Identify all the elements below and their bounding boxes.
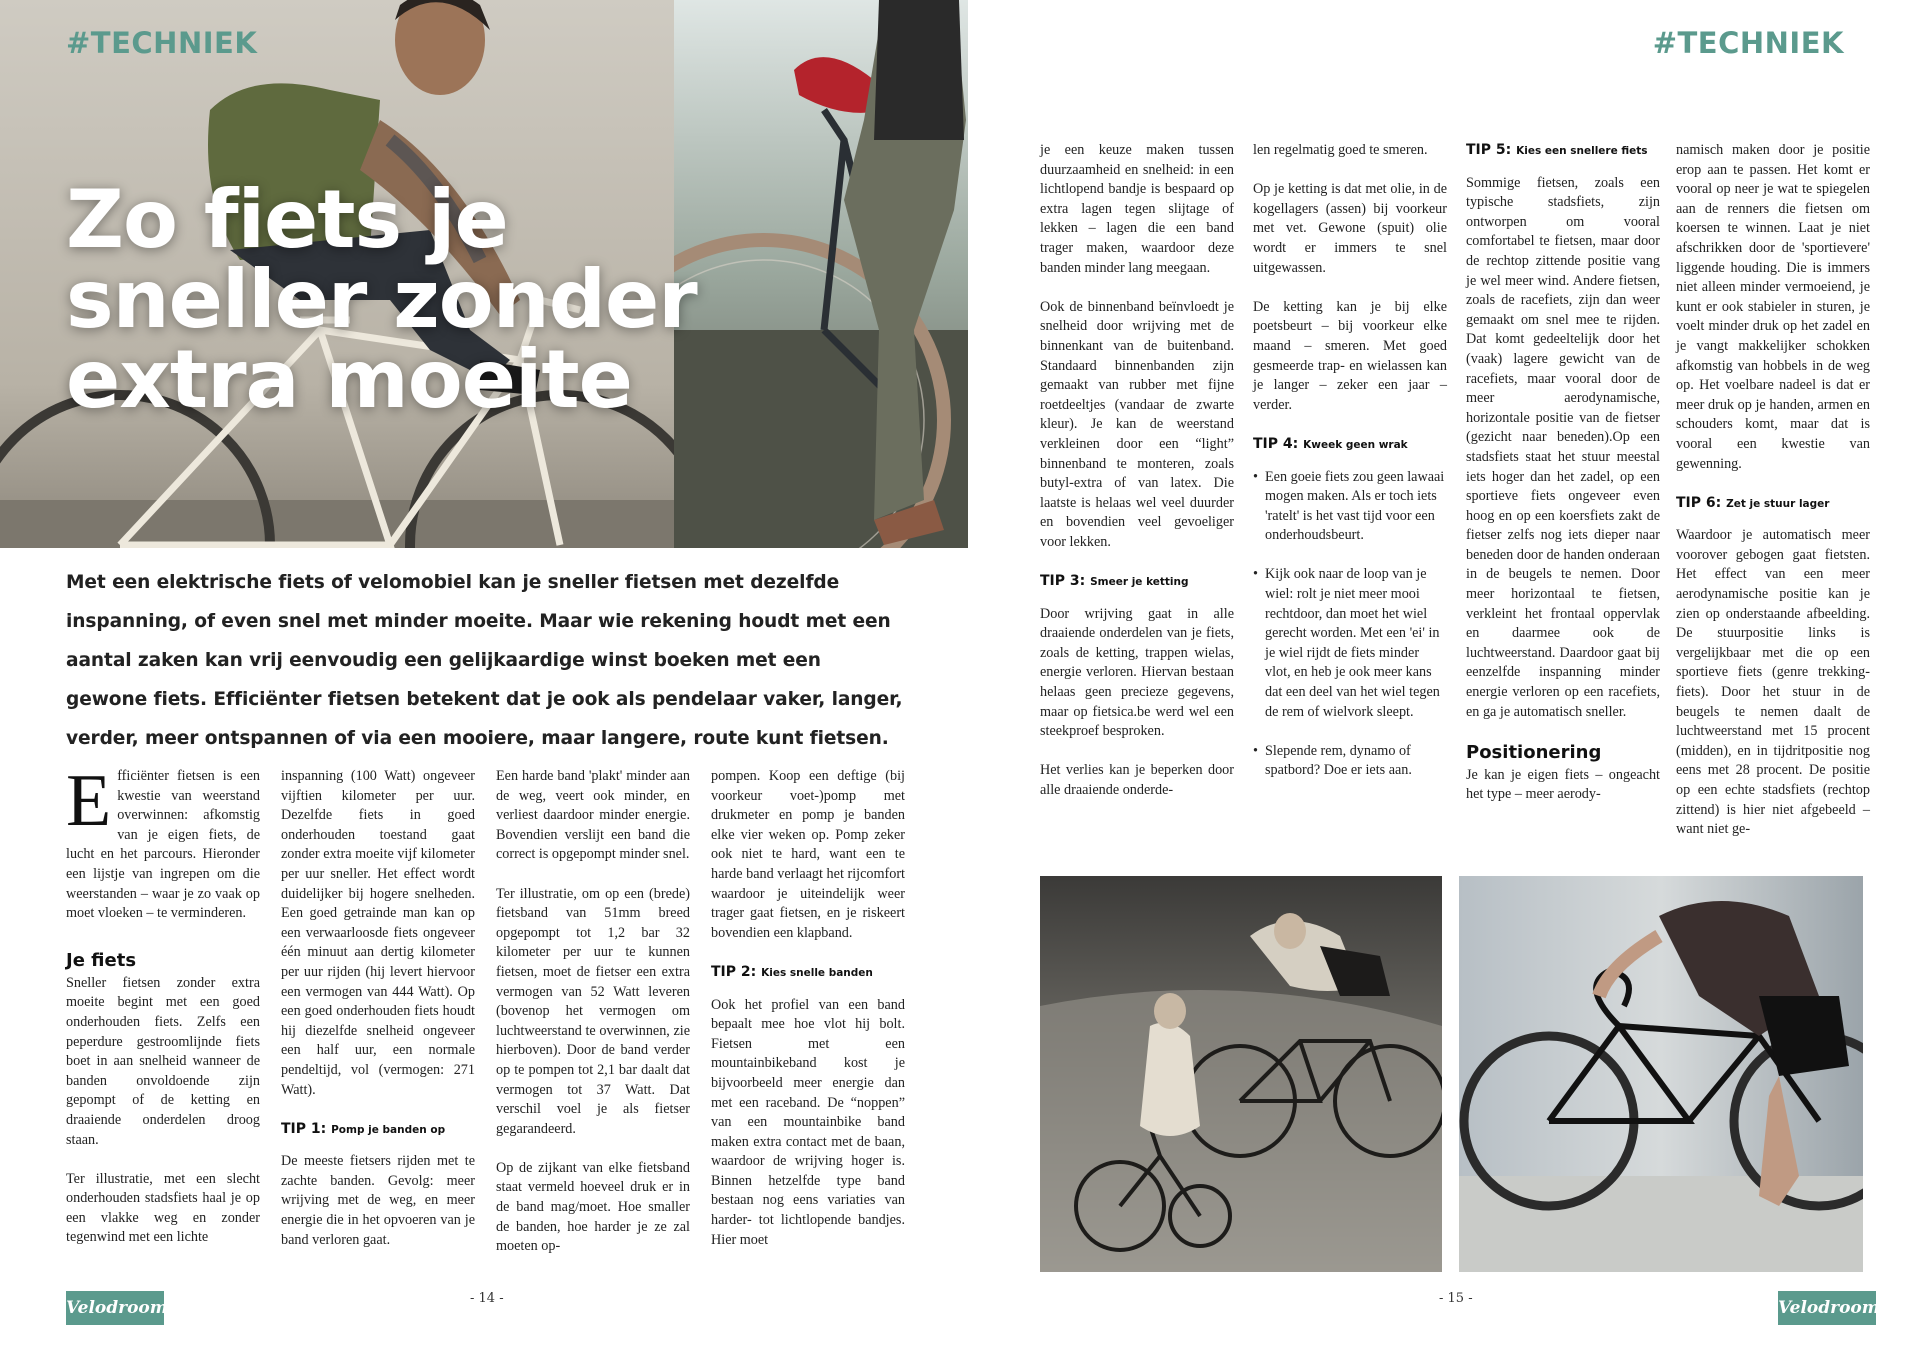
paragraph: Een harde band 'plakt' minder aan de weg, veert ook minder, en verliest daardoor minder energie. Bovendien verslijt een band die correct is opgepompt minder snel.: [496, 768, 690, 863]
paragraph: Je kan je eigen fiets – ongeacht het type – meer aerody-: [1466, 766, 1660, 803]
text-column-7: [1466, 141, 1660, 825]
list-item: • Slepende rem, dynamo of spatbord? Doe er iets aan.: [1253, 742, 1447, 781]
tip-2-heading: TIP 2: Kies snelle banden: [711, 963, 873, 980]
tip-1-heading: TIP 1: Pomp je banden op: [281, 1120, 446, 1137]
tip-3-heading: TIP 3: Smeer je ketting: [1040, 573, 1189, 590]
photo-cyclist-on-fixie: [1459, 876, 1863, 1272]
text-column-2: [281, 767, 475, 1270]
intro-paragraph: Efficiënter fietsen is een kwestie van weerstand overwinnen: afkomstig van je eigen fiets, de lucht en het parcours. Hieronder een lijstje van ingrepen om die weerstanden – waar je zo vaak op moet vloeken – te verminderen.: [66, 760, 260, 922]
paragraph: Sneller fietsen zonder extra moeite begint met een goed onderhouden fiets. Zelfs een peperdure gestroomlijnde fiets boet in aan snelheid wanneer de banden onvoldoende zijn gepompt of de ketting en draaiende onderdelen droog staan.: [66, 974, 260, 1148]
hero-photo-woman-with-bike: [674, 0, 968, 548]
maintenance-list: [1253, 468, 1447, 782]
magazine-footer-logo: Velodroom: [1778, 1291, 1876, 1325]
tip-6-heading: TIP 6: Zet je stuur lager: [1676, 494, 1830, 511]
list-item: • Een goeie fiets zou geen lawaai mogen maken. Als er toch iets 'ratelt' is het vast tijd voor een onderhoudsbeurt.: [1253, 468, 1447, 546]
vintage-photo-cyclists: [1040, 876, 1442, 1272]
paragraph: Op je ketting is dat met olie, in de kogellagers (assen) bij voorkeur met vet. Gewone (spuit) olie wordt er immers te snel uitgewassen.: [1253, 181, 1447, 276]
paragraph: De meeste fietsers rijden met te zachte banden. Gevolg: meer wrijving met de weg, en meer energie die in het opvoeren van je band verloren gaat.: [281, 1153, 475, 1248]
heading-je-fiets: Je fiets: [66, 949, 137, 971]
paragraph: pompen. Koop een deftige (bij voorkeur voet-)pomp met drukmeter en pomp je banden elke vier weken op. Pomp zeker ook niet te hard, want een te harde band verlaagt het rijcomfort waardoor je uiteindelijk weer trager gaat fietsen, en je riskeert bovendien een klapband.: [711, 768, 905, 941]
heading-positionering: Positionering: [1466, 741, 1602, 763]
paragraph: Ook de binnenband beïnvloedt je snelheid door wrijving met de binnenkant van de buitenband. Standaard binnenbanden zijn gemaakt van rubber met fijne roetdeeltjes (vandaar de zwarte kleur). Je kan de weerstand verkleinen door een “light” binnenband te monteren, zoals butyl-extra of van latex. Die laatste is helaas wel veel duurder en bovendien veel gevoeliger voor lekken.: [1040, 298, 1234, 550]
right-page: [968, 0, 1920, 1358]
paragraph: De ketting kan je bij elke poetsbeurt – bij voorkeur elke maand – smeren. Met goed gesmeerde trap- en wielassen kan je langer – zeker een jaar – verder.: [1253, 298, 1447, 413]
paragraph: Ter illustratie, met een slecht onderhouden stadsfiets haal je op een vlakke weg en zonder tegenwind met een lichte: [66, 1170, 260, 1246]
text-column-4: [711, 767, 905, 1270]
paragraph: Ter illustratie, om op een (brede) fietsband van 51mm breed opgepompt tot 1,2 bar 32 kilometer per uur te kunnen fietsen, moet de fietser een extra vermogen van 52 Watt leveren (bovenop het vermogen om luchtweerstand te overwinnen, zie hierboven). Door de band verder op te pompen tot 2,1 bar daalt dat vermogen tot 37 Watt. Dat verschil voel je als fietser gegarandeerd.: [496, 885, 690, 1137]
text-column-3: [496, 767, 690, 1276]
paragraph: Sommige fietsen, zoals een typische stadsfiets, zijn ontworpen om vooral comfortabel te fietsen, maar door de rechtop zittende positie vang je wel meer wind. Andere fietsen, zoals de racefiets, zijn dan weer gemaakt om snel mee te rijden. Dat komt gedeeltelijk door het (vaak) lagere gewicht van de racefiets, maar vooral door de meer aerodynamische, horizontale positie van de fietser (gezicht naar beneden).Op een stadsfiets staat het stuur meestal iets hoger dan het zadel, op een sportieve fiets ongeveer even hoog en op een koersfiets zakt de fietser zelfs nog iets dieper naar beneden door de handen onderaan in de beugels te nemen. Door meer horizontaal te fietsen, verkleint het frontaal oppervlak en daarmee ook de luchtweerstand. Daardoor gaat bij eenzelfde inspanning minder energie verloren op een racefiets, en ga je automatisch sneller.: [1466, 174, 1660, 720]
paragraph: inspanning (100 Watt) ongeveer vijftien kilometer per uur. Dezelfde fiets in goed onderhouden toestand gaat zonder extra moeite vijf kilometer per uur sneller. Het effect wordt duidelijker bij hogere snelheden. Een goed getrainde man kan op een verwaarloosde fiets ongeveer één minuut aan dertig kilometer per uur rijden (hij levert hiervoor een vermogen van 444 Watt). Op een goed onderhouden fiets houdt hij diezelfde snelheid ongeveer een half uur, een normale pendeltijd, vol (vermogen: 271 Watt).: [281, 768, 475, 1098]
magazine-footer-logo: Velodroom: [66, 1291, 164, 1325]
paragraph: Door wrijving gaat in alle draaiende onderdelen van je fiets, zoals de ketting, trappen wielas, energie verloren. Hiervan bestaan helaas geen precieze gegevens, maar op fietsica.be werd wel een steekproef besproken.: [1040, 605, 1234, 740]
page-number: - 15 -: [1439, 1291, 1473, 1306]
text-column-1: [66, 760, 260, 1268]
section-tag: #TECHNIEK: [66, 26, 258, 60]
article-title: Zo fiets je sneller zonder extra moeite: [66, 173, 697, 426]
text-column-6: [1253, 141, 1447, 801]
drop-cap: E: [66, 760, 112, 842]
paragraph: Het verlies kan je beperken door alle draaiende onderde-: [1040, 762, 1234, 798]
text-column-5: [1040, 141, 1234, 820]
list-item: • Kijk ook naar de loop van je wiel: rolt je niet meer mooi rechtdoor, dan moet het wiel gerecht worden. Met een 'ei' in je wiel rijdt de fiets minder vlot, en heb je ook meer kans dat een deel van het wiel tegen de rem of wielvork sleept.: [1253, 565, 1447, 722]
paragraph: Ook het profiel van een band bepaalt mee hoe vlot hij bolt. Fietsen met een mountainbikeband kost je bijvoorbeeld meer energie dan met een raceband. De “noppen” van een mountainbike band maken extra contact met de baan, waardoor de wrijving hoger is. Binnen hetzelfde type band bestaan nog eens variaties van harder- tot lichtlopende bandjes. Hier moet: [711, 996, 905, 1248]
paragraph: Op de zijkant van elke fietsband staat vermeld hoeveel druk er in de band mag/moet. Hoe smaller de banden, hoe harder je ze zal moeten op-: [496, 1159, 690, 1255]
page-number: - 14 -: [470, 1291, 504, 1306]
paragraph: Waardoor je automatisch meer voorover gebogen gaat fietsten. Het effect van een meer aerodynamische positie kan je zien op onderstaande afbeelding. De stuurpositie links is vergelijkbaar met die op een sportieve fiets (genre trekking-fiets). Door het stuur in de beugels te nemen daalt de luchtweerstand met 15 procent (midden), en in tijdritpositie nog eens met 28 procent. De positie op een echte stadsfiets (rechtop zittend) is hier niet afgebeeld – want niet ge-: [1676, 527, 1870, 838]
tip-5-heading: TIP 5: Kies een snellere fiets: [1466, 142, 1648, 158]
tip-4-heading: TIP 4: Kweek geen wrak: [1253, 435, 1408, 452]
paragraph: je een keuze maken tussen duurzaamheid en snelheid: in een lichtlopend bandje is bespaard op extra lagen tegen slijtage of lekken – lagen die een band trager maken, waardoor deze banden minder lang meegaan.: [1040, 142, 1234, 276]
paragraph: len regelmatig goed te smeren.: [1253, 142, 1428, 158]
section-tag: #TECHNIEK: [1652, 26, 1844, 60]
paragraph: namisch maken door je positie erop aan te passen. Het komt er vooral op neer je wat te spiegelen aan de renners die fietsen om koersen te winnen. Laat je niet afschrikken door de 'sportievere' liggende houding. Die is immers niet alleen minder vermoeiend, je kunt er ook stabieler in sturen, je voelt minder druk op het zadel en je vangt makkelijker schokken afkomstig van hobbels in de weg op. Het voelbare nadeel is dat er meer druk op je handen, armen en schouders komt, maar dat is vooral een kwestie van gewenning.: [1676, 142, 1870, 472]
text-column-8: [1676, 141, 1870, 859]
lead-paragraph: Met een elektrische fiets of velomobiel kan je sneller fietsen met dezelfde inspanning, of even snel met minder moeite. Maar wie rekening houdt met een aantal zaken kan vrij eenvoudig een gelijkaardige winst boeken met een gewone fiets. Efficiënter fietsen betekent dat je ook als pendelaar vaker, langer, verder, meer ontspannen of via een mooiere, maar langere, route kunt fietsen.: [66, 572, 903, 749]
